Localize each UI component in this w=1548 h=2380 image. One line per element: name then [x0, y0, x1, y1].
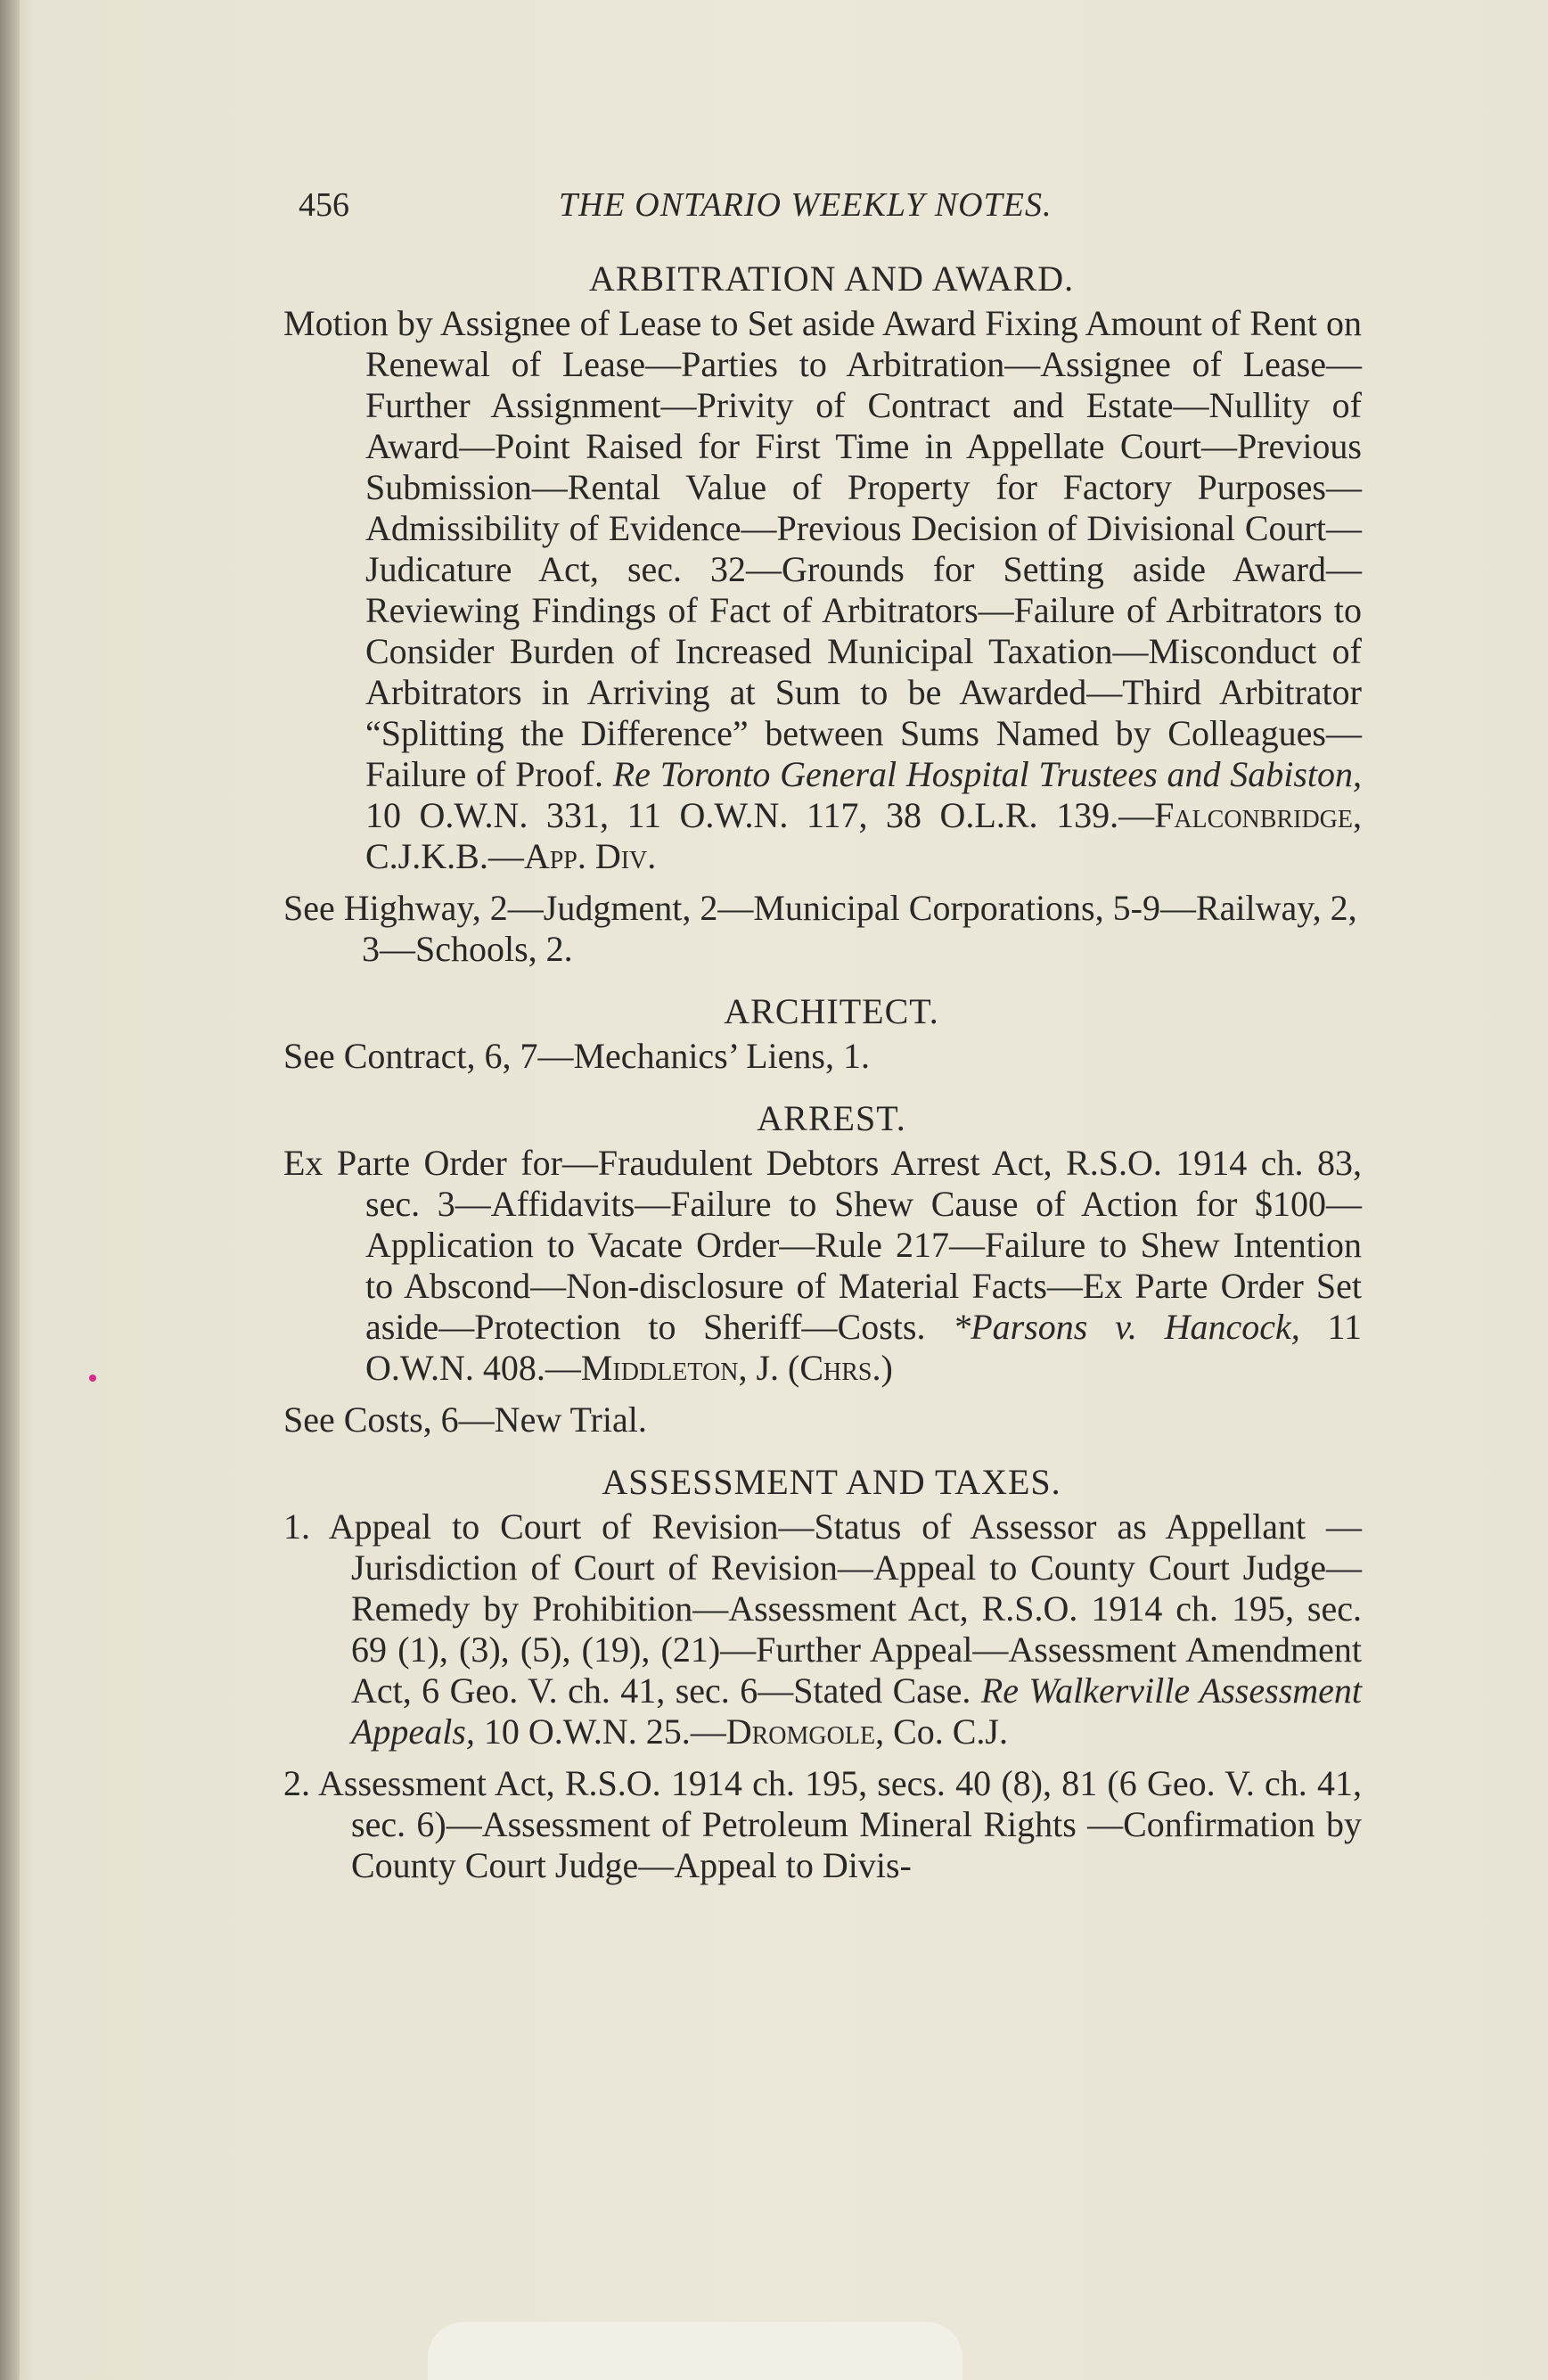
entry-text: Appeal to Court of Revision—Status of Assessor as Appellant —Jurisdiction of Court of Revision—Appeal to County Court Judge—Remedy by Prohibition—Assessment Act, R.S.O. 1914 ch. 195, sec. 69 (1), (3), (5), (19), (21)—Further Appeal—Assessment Amendment Act, 6 Geo. V. ch. 41, sec. 6—Stated Case.: [328, 1506, 1362, 1711]
entry-arbitration: Motion by Assignee of Lease to Set aside Award Fixing Amount of Rent on Renewal of Lease—Parties to Arbitration—Assignee of Lease—Further Assignment—Privity of Contract and Estate—Nullity of Award—Point Raised for First Time in Appellate Court—Previous Submission—Rental Value of Property for Factory Purposes—Admissibility of Evidence—Previous Decision of Divisional Court—Judicature Act, sec. 32—Grounds for Setting aside Award—Reviewing Findings of Fact of Arbitrators—Failure of Arbitrators to Consider Burden of Increased Municipal Taxation—Misconduct of Arbitrators in Arriving at Sum to be Awarded—Third Arbitrator “Splitting the Difference” between Sums Named by Colleagues—Failure of Proof. Re Toronto General Hospital Trustees and Sabiston, 10 O.W.N. 331, 11 O.W.N. 117, 38 O.L.R. 139.—Falconbridge, C.J.K.B.—App. Div.: [283, 303, 1362, 876]
entry-assessment-2: [283, 1763, 1362, 1886]
cross-reference-arbitration: See Highway, 2—Judgment, 2—Municipal Corporations, 5-9—Railway, 2, 3—Schools, 2.: [283, 888, 1357, 969]
court-designation: Co. C.J.: [893, 1711, 1008, 1752]
court-designation: J. (Chrs.): [756, 1348, 893, 1388]
entry-text: Assessment Act, R.S.O. 1914 ch. 195, secs. 40 (8), 81 (6 Geo. V. ch. 41, sec. 6)—Assessment of Petroleum Mineral Rights —Confirmation by County Court Judge—Appeal to Divis-: [318, 1763, 1362, 1885]
case-name: Re Toronto General Hospital Trustees and Sabiston,: [612, 754, 1362, 794]
stray-ink-mark: [89, 1375, 96, 1382]
entry-text: Motion by Assignee of Lease to Set aside Award Fixing Amount of Rent on Renewal of Lease—Parties to Arbitration—Assignee of Lease—Further Assignment—Privity of Contract and Estate—Nullity of Award—Point Raised for First Time in Appellate Court—Previous Submission—Rental Value of Property for Factory Purposes—Admissibility of Evidence—Previous Decision of Divisional Court—Judicature Act, sec. 32—Grounds for Setting aside Award—Reviewing Findings of Fact of Arbitrators—Failure of Arbitrators to Consider Burden of Increased Municipal Taxation—Misconduct of Arbitrators in Arriving at Sum to be Awarded—Third Arbitrator “Splitting the Difference” between Sums Named by Colleagues—Failure of Proof.: [283, 303, 1362, 794]
cross-reference-architect: See Contract, 6, 7—Mechanics’ Liens, 1.: [283, 1036, 870, 1076]
book-spine-shadow: [0, 0, 20, 2380]
entry-number: 2.: [283, 1763, 310, 1803]
case-citation: 10 O.W.N. 25.—: [483, 1711, 726, 1752]
page-content: [283, 259, 1362, 1897]
entry-arrest: Ex Parte Order for—Fraudulent Debtors Arrest Act, R.S.O. 1914 ch. 83, sec. 3—Affidavits—Failure to Shew Cause of Action for $100—Application to Vacate Order—Rule 217—Failure to Shew Intention to Abscond—Non-disclosure of Material Facts—Ex Parte Order Set aside—Protection to Sheriff—Costs. *Parsons v. Hancock, 11 O.W.N. 408.—Middleton, J. (Chrs.): [283, 1143, 1362, 1388]
page-number: 456: [299, 186, 349, 224]
page-smudge: [428, 2322, 962, 2380]
case-citation: 11 O.W.N. 408.—: [365, 1307, 1362, 1388]
court-designation: C.J.K.B.—App. Div.: [365, 836, 657, 876]
entry-assessment-1: 1. Appeal to Court of Revision—Status of Assessor as Appellant —Jurisdiction of Court of Revision—Appeal to County Court Judge—Remedy by Prohibition—Assessment Act, R.S.O. 1914 ch. 195, sec. 69 (1), (3), (5), (19), (21)—Further Appeal—Assessment Amendment Act, 6 Geo. V. ch. 41, sec. 6—Stated Case. Re Walkerville Assessment Appeals, 10 O.W.N. 25.—Dromgole, Co. C.J.: [283, 1506, 1363, 1752]
case-name: Re Walkerville Assessment Appeals,: [351, 1670, 1363, 1752]
running-title: THE ONTARIO WEEKLY NOTES.: [559, 186, 1052, 224]
heading-assessment: ASSESSMENT AND TAXES.: [602, 1462, 1061, 1502]
entry-text: Ex Parte Order for—Fraudulent Debtors Arrest Act, R.S.O. 1914 ch. 83, sec. 3—Affidavits—Failure to Shew Cause of Action for $100—Application to Vacate Order—Rule 217—Failure to Shew Intention to Abscond—Non-disclosure of Material Facts—Ex Parte Order Set aside—Protection to Sheriff—Costs.: [283, 1143, 1362, 1347]
case-name: *Parsons v. Hancock,: [953, 1307, 1300, 1347]
heading-architect: ARCHITECT.: [724, 991, 939, 1031]
cross-reference-arrest: See Costs, 6—New Trial.: [283, 1399, 647, 1440]
page-header: [299, 185, 1368, 230]
heading-arrest: ARREST.: [757, 1098, 906, 1138]
judge-name: Middleton: [580, 1348, 739, 1388]
case-citation: 10 O.W.N. 331, 11 O.W.N. 117, 38 O.L.R. 139.—: [365, 795, 1155, 835]
judge-name: Falconbridge: [1154, 795, 1353, 835]
judge-name: Dromgole: [725, 1711, 876, 1752]
entry-number: 1.: [283, 1506, 310, 1547]
heading-arbitration: ARBITRATION AND AWARD.: [588, 259, 1075, 299]
